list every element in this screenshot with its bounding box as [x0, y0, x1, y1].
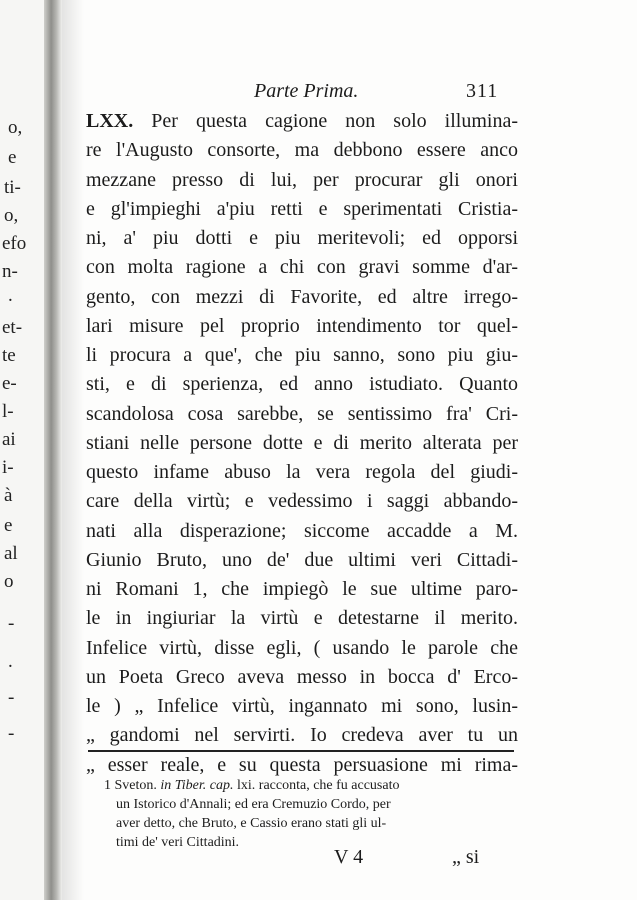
text-line: le ) „ Infelice virtù, ingannato mi sono, lusin-: [86, 695, 518, 717]
text-line-content: Per questa cagione non solo illumina-: [151, 110, 518, 132]
footnote-marker: 1: [104, 778, 111, 793]
text-line: li procura a que', che piu sanno, sono piu giu-: [86, 344, 518, 366]
text-line: lari misure pel proprio intendimento tor quel-: [86, 314, 518, 337]
book-gutter: [44, 0, 62, 900]
facing-page-fragment: al: [4, 543, 18, 564]
facing-page-fragment: -: [8, 723, 15, 744]
facing-page-edge: [0, 0, 44, 900]
facing-page-fragment: l-: [2, 401, 14, 422]
text-line: con molta ragione a chi con gravi somme d'ar-: [86, 256, 518, 279]
catchword: „ si: [452, 846, 480, 868]
footnote-author: Sveton.: [114, 778, 157, 793]
facing-page-fragment: et-: [2, 317, 23, 338]
text-line: scandolosa cosa sarebbe, se sentissimo fra' Cri-: [86, 402, 518, 425]
facing-page-fragment: ti-: [4, 177, 21, 198]
text-line: care della virtù; e vedessimo i saggi abbando-: [86, 490, 518, 513]
text-line: „ esser reale, e su questa persuasione mi rima-: [86, 753, 518, 776]
page-footer: [86, 846, 518, 874]
facing-page-fragment: .: [8, 651, 13, 672]
text-line: stiani nelle persone dotte e di merito alterata per: [86, 431, 518, 454]
text-line: Giunio Bruto, uno de' due ultimi veri Cittadi-: [86, 548, 518, 571]
text-line: „ gandomi nel servirti. Io credeva aver tu un: [86, 724, 518, 747]
text-line: nati alla disperazione; siccome accadde a M.: [86, 519, 518, 542]
facing-page-fragment: te: [2, 345, 16, 366]
facing-page-fragment: efo: [2, 233, 27, 254]
text-line: questo infame abuso la vera regola del giudi-: [86, 461, 518, 483]
facing-page-fragment: i-: [2, 457, 14, 478]
text-line: Infelice virtù, disse egli, ( usando le parole che: [86, 636, 518, 659]
text-line: re l'Augusto consorte, ma debbono essere anco: [86, 139, 518, 162]
page-header: [86, 80, 516, 110]
text-line: un Poeta Greco aveva messo in bocca d' Erco-: [86, 665, 518, 688]
gutter-shadow: [62, 0, 84, 900]
text-line: mezzane presso di lui, per procurar gli onori: [86, 168, 518, 191]
footnote-rule: [88, 750, 514, 752]
body-text: [86, 107, 518, 780]
footnote: [104, 776, 514, 852]
footnote-reference: in Tiber. cap.: [160, 778, 234, 793]
facing-page-fragment: o,: [8, 117, 23, 138]
facing-page-fragment: -: [8, 613, 15, 634]
footnote-line-content: lxi. racconta, che fu accusato: [237, 778, 400, 793]
facing-page-fragment: .: [8, 285, 13, 306]
facing-page-fragment: o: [4, 571, 14, 592]
text-line: e gl'impieghi a'piu retti e sperimentati Cristia-: [86, 197, 518, 220]
footnote-line: [104, 776, 514, 795]
text-line: le in ingiuriar la virtù e detestarne il merito.: [86, 607, 518, 630]
facing-page-fragment: o,: [4, 205, 19, 226]
text-line: [86, 107, 518, 136]
facing-page-fragment: -: [8, 687, 15, 708]
text-line: gento, con mezzi di Favorite, ed altre irrego-: [86, 285, 518, 308]
running-title: Parte Prima.: [254, 80, 359, 102]
facing-page-fragment: e: [4, 515, 13, 536]
facing-page-fragment: ai: [2, 429, 16, 450]
text-line: sti, e di sperienza, ed anno istudiato. Quanto: [86, 373, 518, 396]
signature-mark: V 4: [334, 846, 364, 868]
facing-page-fragment: à: [4, 485, 13, 506]
facing-page-fragment: e: [8, 147, 17, 168]
facing-page-fragment: n-: [2, 261, 18, 282]
footnote-line: timi de' veri Cittadini.: [116, 835, 240, 850]
page-number: 311: [466, 80, 499, 102]
text-line: ni Romani 1, che impiegò le sue ultime paro-: [86, 578, 518, 600]
text-line: ni, a' piu dotti e piu meritevoli; ed opporsi: [86, 227, 518, 249]
facing-page-fragment: e-: [2, 373, 17, 394]
footnote-line: aver detto, che Bruto, e Cassio erano stati gli ul-: [116, 816, 387, 831]
section-number: LXX.: [86, 110, 134, 132]
footnote-line: un Istorico d'Annali; ed era Cremuzio Cordo, per: [116, 797, 391, 812]
